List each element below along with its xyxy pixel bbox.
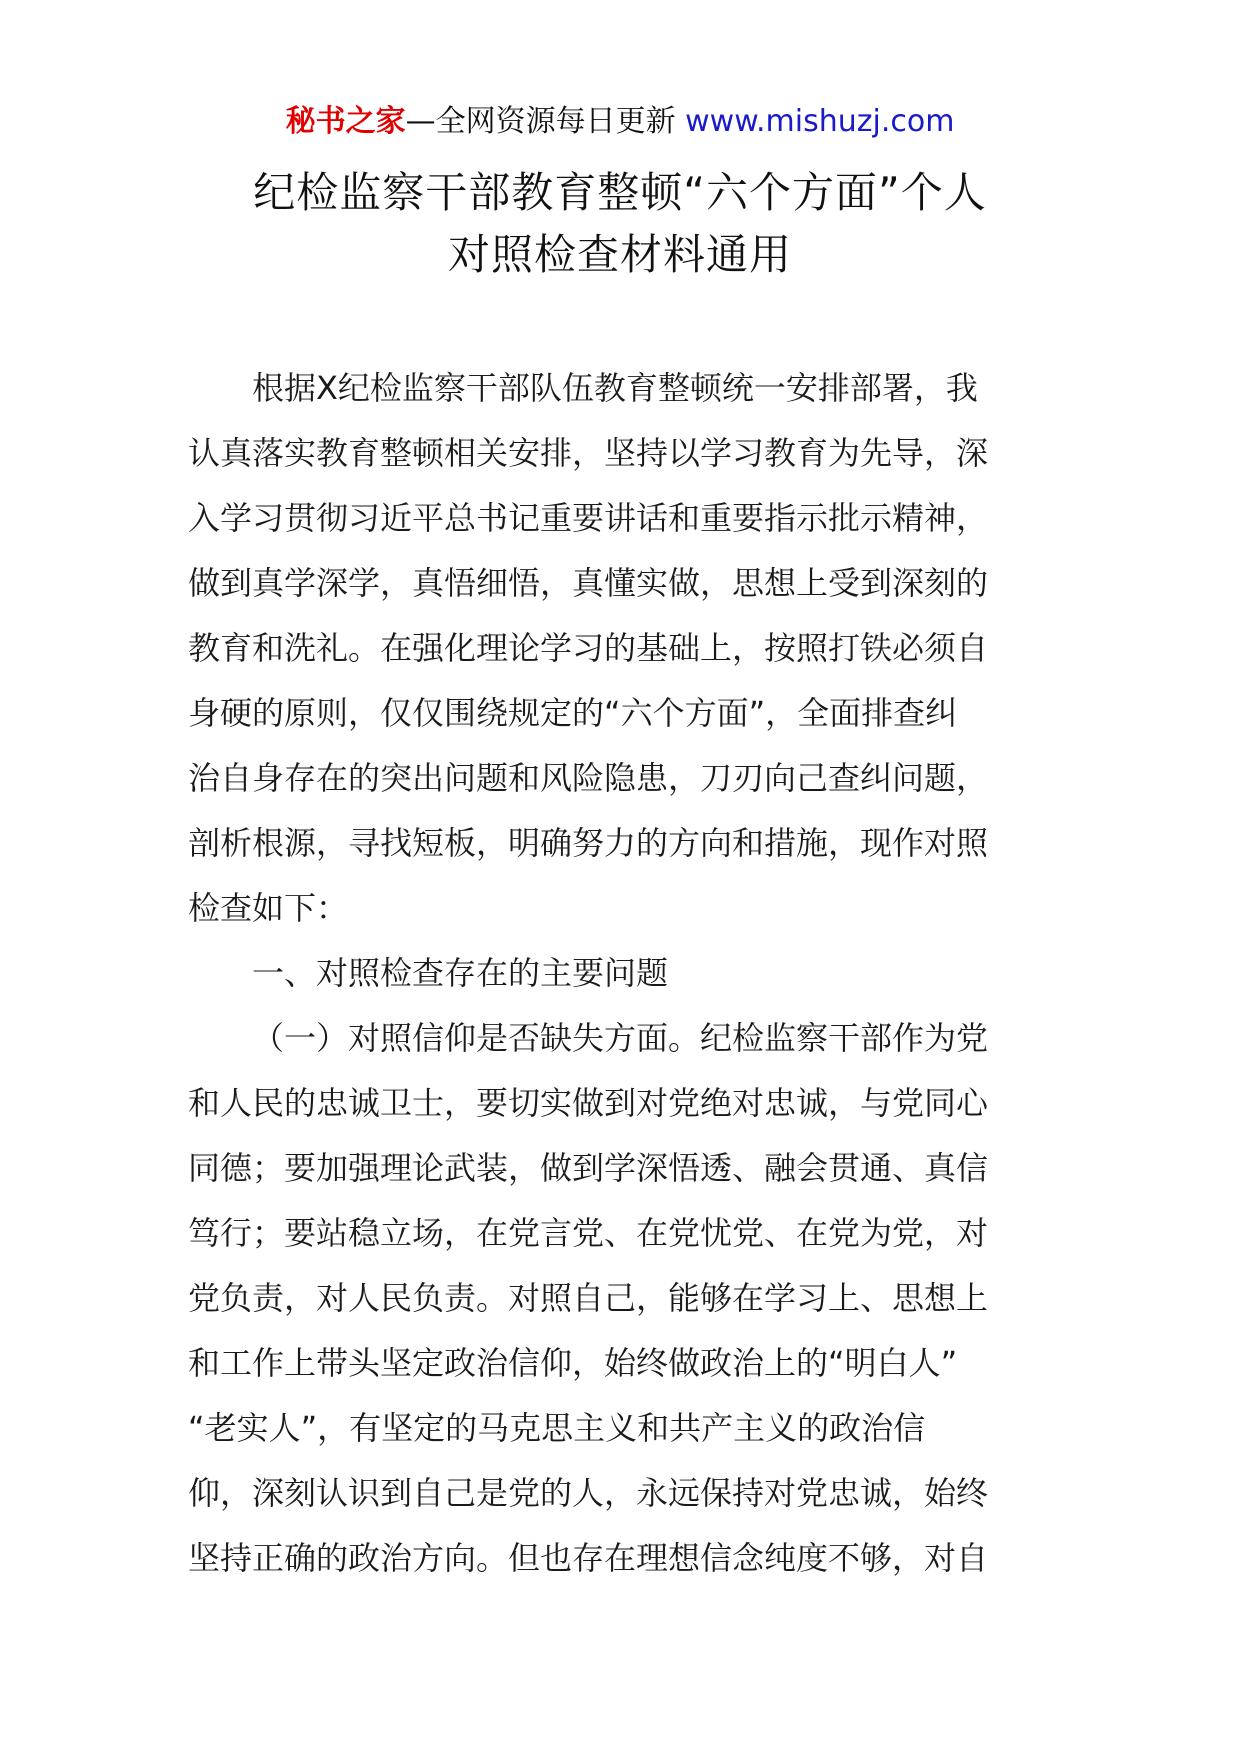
body-line: “老实人”，有坚定的马克思主义和共产主义的政治信 (188, 1409, 926, 1447)
title-line-2: 对照检查材料通用 (447, 230, 792, 279)
body-line: 剖析根源，寻找短板，明确努力的方向和措施，现作对照 (188, 824, 989, 862)
body-line: 治自身存在的突出问题和风险隐患，刀刃向己查纠问题， (188, 759, 989, 797)
document-body (188, 356, 1058, 1591)
body-line: 同德；要加强理论武装，做到学深悟透、融会贯通、真信 (188, 1149, 989, 1187)
brand-name: 秘书之家 (285, 104, 406, 139)
body-line: 仰，深刻认识到自己是党的人，永远保持对党忠诚，始终 (188, 1474, 989, 1512)
header-slogan: —全网资源每日更新 (405, 104, 686, 139)
title-line-1: 纪检监察干部教育整顿“六个方面”个人 (253, 168, 987, 217)
body-line: 入学习贯彻习近平总书记重要讲话和重要指示批示精神， (188, 499, 989, 537)
body-line: 做到真学深学，真悟细悟，真懂实做，思想上受到深刻的 (188, 564, 989, 602)
body-line: 根据X纪检监察干部队伍教育整顿统一安排部署，我 (252, 369, 978, 407)
body-line: 检查如下： (188, 889, 349, 927)
body-line: 和工作上带头坚定政治信仰，始终做政治上的“明白人” (188, 1344, 958, 1382)
section-heading: 一、对照检查存在的主要问题 (252, 954, 669, 992)
body-line: 认真落实教育整顿相关安排，坚持以学习教育为先导，深 (188, 434, 989, 472)
body-line: 身硬的原则，仅仅围绕规定的“六个方面”，全面排查纠 (188, 694, 958, 732)
body-line: 党负责，对人民负责。对照自己，能够在学习上、思想上 (188, 1279, 989, 1317)
document-title (150, 162, 1090, 286)
site-url: www.mishuzj.com (685, 104, 955, 139)
body-line: 笃行；要站稳立场，在党言党、在党忧党、在党为党，对 (188, 1214, 989, 1252)
body-line: （一）对照信仰是否缺失方面。纪检监察干部作为党 (252, 1019, 989, 1057)
body-line: 坚持正确的政治方向。但也存在理想信念纯度不够，对自 (188, 1539, 989, 1577)
body-line: 教育和洗礼。在强化理论学习的基础上，按照打铁必须自 (188, 629, 989, 667)
watermark-header (0, 102, 1240, 142)
body-line: 和人民的忠诚卫士，要切实做到对党绝对忠诚，与党同心 (188, 1084, 989, 1122)
